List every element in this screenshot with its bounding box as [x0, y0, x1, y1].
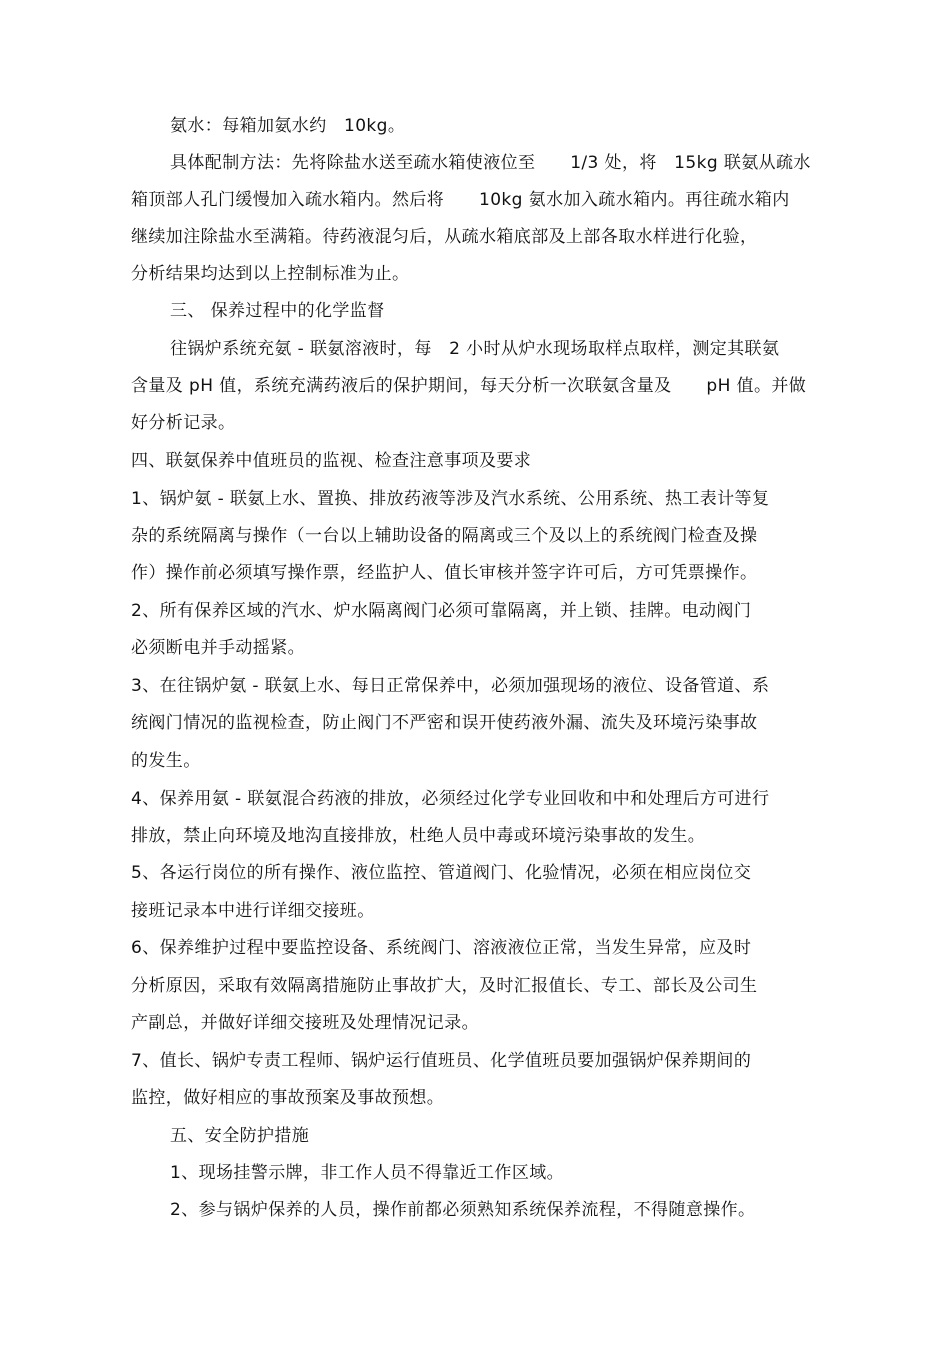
text-line: 3、在往锅炉氨 - 联氨上水、每日正常保养中，必须加强现场的液位、设备管道、系 [131, 676, 770, 696]
text-line: 监控，做好相应的事故预案及事故预想。 [131, 1088, 445, 1108]
text-line: 接班记录本中进行详细交接班。 [131, 901, 375, 921]
text-line: 产副总，并做好详细交接班及处理情况记录。 [131, 1013, 479, 1033]
text-line: 1、现场挂警示牌，非工作人员不得靠近工作区域。 [170, 1163, 565, 1183]
text-line: 5、各运行岗位的所有操作、液位监控、管道阀门、化验情况，必须在相应岗位交 [131, 863, 752, 883]
text-line: 箱顶部人孔门缓慢加入疏水箱内。然后将 10kg 氨水加入疏水箱内。再往疏水箱内 [131, 190, 790, 210]
text-line: 4、保养用氨 - 联氨混合药液的排放，必须经过化学专业回收和中和处理后方可进行 [131, 789, 770, 809]
text-line: 1、锅炉氨 - 联氨上水、置换、排放药液等涉及汽水系统、公用系统、热工表计等复 [131, 489, 770, 509]
text-line: 氨水：每箱加氨水约 10kg。 [170, 116, 406, 136]
section-heading: 五、安全防护措施 [170, 1126, 310, 1146]
text-line: 统阀门情况的监视检查，防止阀门不严密和误开使药液外漏、流失及环境污染事故 [131, 713, 758, 733]
text-line: 2、参与锅炉保养的人员，操作前都必须熟知系统保养流程，不得随意操作。 [170, 1200, 756, 1220]
text-line: 继续加注除盐水至满箱。待药液混匀后，从疏水箱底部及上部各取水样进行化验， [131, 227, 758, 247]
section-heading: 三、 保养过程中的化学监督 [170, 301, 385, 321]
text-line: 的发生。 [131, 751, 201, 771]
text-line: 分析原因，采取有效隔离措施防止事故扩大，及时汇报值长、专工、部长及公司生 [131, 976, 758, 996]
text-line: 2、所有保养区域的汽水、炉水隔离阀门必须可靠隔离，并上锁、挂牌。电动阀门 [131, 601, 752, 621]
text-line: 排放，禁止向环境及地沟直接排放，杜绝人员中毒或环境污染事故的发生。 [131, 826, 706, 846]
text-line: 含量及 pH 值，系统充满药液后的保护期间，每天分析一次联氨含量及 pH 值。并做 [131, 376, 807, 396]
text-line: 7、值长、锅炉专责工程师、锅炉运行值班员、化学值班员要加强锅炉保养期间的 [131, 1051, 752, 1071]
text-line: 好分析记录。 [131, 413, 236, 433]
text-line: 分析结果均达到以上控制标准为止。 [131, 264, 410, 284]
text-line: 必须断电并手动摇紧。 [131, 638, 305, 658]
section-heading: 四、联氨保养中值班员的监视、检查注意事项及要求 [131, 451, 532, 471]
text-line: 具体配制方法：先将除盐水送至疏水箱使液位至 1/3 处，将 15kg 联氨从疏水 [170, 153, 811, 173]
text-line: 往锅炉系统充氨 - 联氨溶液时，每 2 小时从炉水现场取样点取样，测定其联氨 [170, 339, 780, 359]
text-line: 杂的系统隔离与操作（一台以上辅助设备的隔离或三个及以上的系统阀门检查及操 [131, 526, 758, 546]
text-line: 6、保养维护过程中要监控设备、系统阀门、溶液液位正常，当发生异常，应及时 [131, 938, 752, 958]
text-line: 作）操作前必须填写操作票，经监护人、值长审核并签字许可后，方可凭票操作。 [131, 563, 758, 583]
